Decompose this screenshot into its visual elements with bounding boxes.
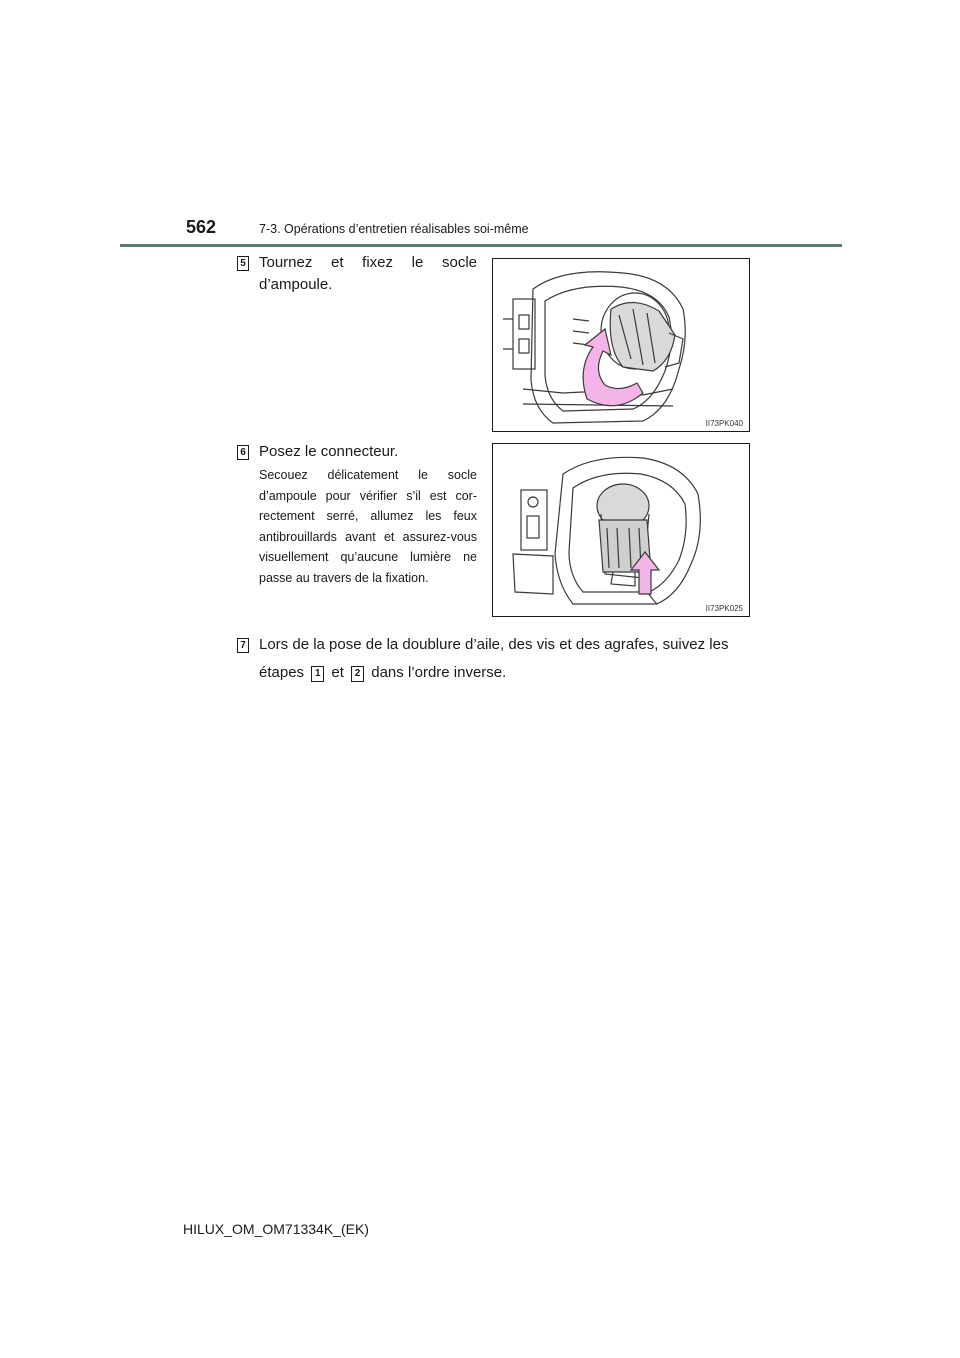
document-id: HILUX_OM_OM71334K_(EK) <box>183 1221 369 1237</box>
step-ref-2: 2 <box>351 666 364 682</box>
step-5-text: Tournez et fixez le socle d’ampoule. <box>259 254 477 293</box>
figure-install-connector <box>492 443 750 617</box>
page-number: 562 <box>186 217 217 237</box>
step-6-text: Posez le connecteur. <box>259 443 399 460</box>
fog-lamp-housing-illustration <box>493 259 749 431</box>
step-badge-5: 5 <box>237 256 249 271</box>
step-7-line1: Lors de la pose de la doublure d’aile, des vis et des agrafes, suivez les <box>259 636 729 653</box>
step-badge-7: 7 <box>237 638 249 653</box>
figure-code: II73PK025 <box>705 604 743 613</box>
step-ref-1: 1 <box>311 666 324 682</box>
section-title: 7-3. Opérations d’entretien réalisables soi-même <box>259 222 529 236</box>
step-7-text-after: dans l’ordre inverse. <box>371 664 507 681</box>
connector-illustration <box>493 444 749 616</box>
figure-rotate-bulb-socket <box>492 258 750 432</box>
step-6-note: Secouez délicatement le socle d’ampoule pour vérifier s’il est cor-rectement serré, allumez les feux antibrouillards avant et assurez-vous visuellement qu’aucune lumière ne passe au travers de la fixation. <box>259 468 477 585</box>
step-7-text-before: étapes <box>259 664 305 681</box>
figure-code: II73PK040 <box>705 419 743 428</box>
step-7-text-middle: et <box>331 664 344 681</box>
header-divider <box>120 244 842 247</box>
step-badge-6: 6 <box>237 445 249 460</box>
step-7-line2 <box>259 662 759 684</box>
